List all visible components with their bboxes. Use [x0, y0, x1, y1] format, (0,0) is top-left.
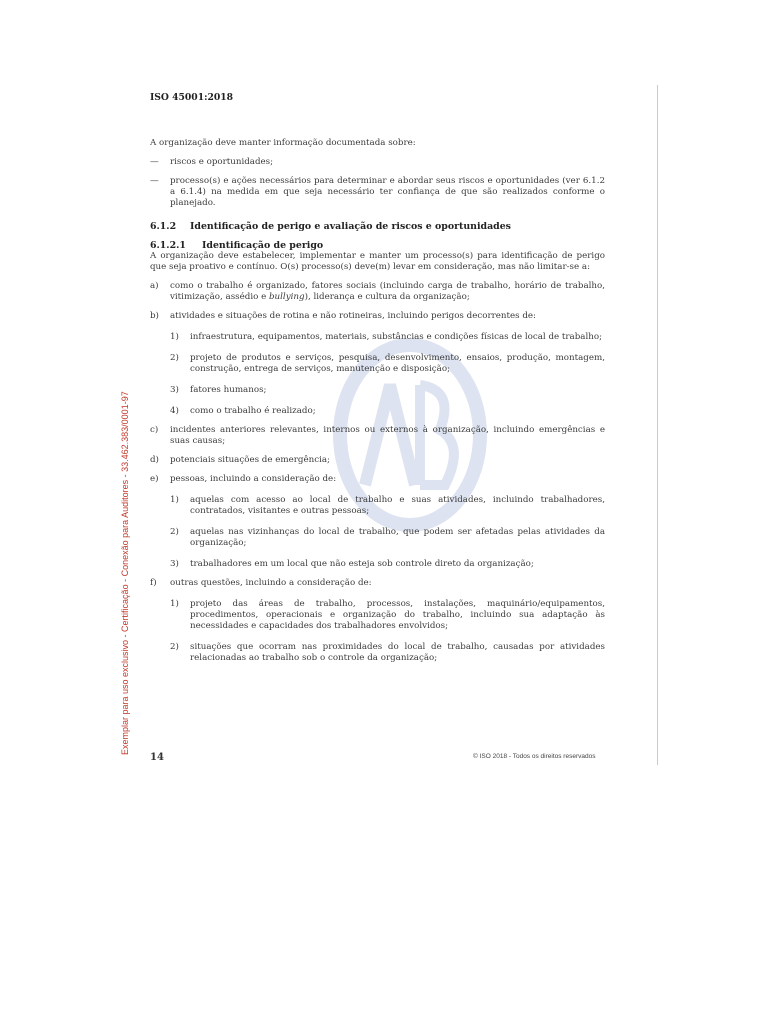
sub-list-item	[170, 406, 605, 417]
sub-list-marker: 2)	[170, 642, 179, 652]
list-item-f	[150, 578, 605, 589]
list-item-e	[150, 474, 605, 485]
sub-list-text: como o trabalho é realizado;	[190, 406, 316, 416]
list-item-text	[170, 281, 605, 303]
sub-list-item	[170, 642, 605, 664]
list-marker: d)	[150, 455, 159, 465]
list-marker: b)	[150, 311, 159, 321]
doc-intro: A organização deve manter informação documentada sobre:	[150, 138, 416, 148]
sub-list-marker: 1)	[170, 599, 179, 609]
copyright-notice: © ISO 2018 - Todos os direitos reservados	[473, 753, 596, 760]
sub-list-text: infraestrutura, equipamentos, materiais, substâncias e condições físicas de local de trabalho;	[190, 332, 602, 342]
list-item	[150, 157, 605, 168]
list-item-text: riscos e oportunidades;	[170, 157, 274, 167]
list-item-text: potenciais situações de emergência;	[170, 455, 330, 465]
sub-list-marker: 3)	[170, 385, 179, 395]
sub-list-item	[170, 385, 605, 396]
list-item-text: outras questões, incluindo a consideração de:	[170, 578, 372, 588]
subsection-intro: A organização deve estabelecer, implementar e manter um processo(s) para identificação de perigo que seja proativo e contínuo. O(s) processo(s) deve(m) levar em consideração, mas não limitar-se a:	[150, 251, 605, 272]
list-marker: e)	[150, 474, 159, 484]
list-item-d	[150, 455, 605, 466]
section-number: 6.1.2	[150, 221, 177, 232]
sub-list-text: situações que ocorram nas proximidades do local de trabalho, causadas por atividades relacionadas ao trabalho sob o controle da organização;	[190, 642, 605, 663]
list-marker: f)	[150, 578, 157, 588]
subsection-heading	[150, 240, 605, 251]
section-title: Identificação de perigo e avaliação de riscos e oportunidades	[190, 221, 511, 232]
list-item-text: processo(s) e ações necessários para determinar e abordar seus riscos e oportunidades (ver 6.1.2 a 6.1.4) na medida em que seja necessário ter confiança de que são realizados conforme o planejado.	[170, 176, 605, 208]
standard-header: ISO 45001:2018	[150, 92, 234, 103]
list-item-text: incidentes anteriores relevantes, internos ou externos à organização, incluindo emergências e suas causas;	[170, 425, 605, 446]
license-side-note: Exemplar para uso exclusivo - Certificação - Conexão para Auditores - 33.462.383/0001-97	[120, 391, 130, 755]
sub-list-text: fatores humanos;	[190, 385, 267, 395]
list-item	[150, 176, 605, 209]
section-heading	[150, 221, 605, 232]
sub-list-marker: 4)	[170, 406, 179, 416]
list-item-text: pessoas, incluindo a consideração de:	[170, 474, 337, 484]
sub-list-item	[170, 353, 605, 375]
sub-list-marker: 2)	[170, 527, 179, 537]
sub-list-text: aquelas nas vizinhanças do local de trabalho, que podem ser afetadas pelas atividades da organização;	[190, 527, 605, 548]
subsection-number: 6.1.2.1	[150, 240, 186, 251]
list-item-a	[150, 281, 605, 303]
dash-marker: —	[150, 176, 159, 186]
page-number: 14	[150, 752, 164, 763]
text-part: ), liderança e cultura da organização;	[304, 292, 470, 302]
list-item-text: atividades e situações de rotina e não rotineiras, incluindo perigos decorrentes de:	[170, 311, 536, 321]
text-part: como o trabalho é organizado, fatores sociais (incluindo carga de trabalho, horário de trabalho, vitimização, assédio e	[170, 281, 605, 302]
sub-list-marker: 2)	[170, 353, 179, 363]
list-marker: a)	[150, 281, 159, 291]
page-edge-divider	[657, 85, 658, 765]
subsection-title: Identificação de perigo	[202, 240, 324, 251]
document-body	[150, 92, 605, 664]
sub-list-text: trabalhadores em um local que não esteja sob controle direto da organização;	[190, 559, 534, 569]
list-item-b	[150, 311, 605, 322]
sub-list-item	[170, 599, 605, 632]
sub-list-marker: 3)	[170, 559, 179, 569]
sub-list-text: projeto de produtos e serviços, pesquisa, desenvolvimento, ensaios, produção, montagem, construção, entrega de serviços, manutenção e disposição;	[190, 353, 605, 374]
sub-list-marker: 1)	[170, 332, 179, 342]
sub-list-item	[170, 559, 605, 570]
italic-term: bullying	[269, 292, 305, 302]
dash-marker: —	[150, 157, 159, 167]
sub-list-text: aquelas com acesso ao local de trabalho e suas atividades, incluindo trabalhadores, contratados, visitantes e outras pessoas;	[190, 495, 605, 516]
list-marker: c)	[150, 425, 159, 435]
sub-list-marker: 1)	[170, 495, 179, 505]
sub-list-item	[170, 332, 605, 343]
sub-list-item	[170, 527, 605, 549]
sub-list-text: projeto das áreas de trabalho, processos, instalações, maquinário/equipamentos, procedimentos, operacionais e organização do trabalho, incluindo sua adaptação às necessidades e capacidades dos trabalhadores envolvidos;	[190, 599, 605, 631]
sub-list-item	[170, 495, 605, 517]
list-item-c	[150, 425, 605, 447]
